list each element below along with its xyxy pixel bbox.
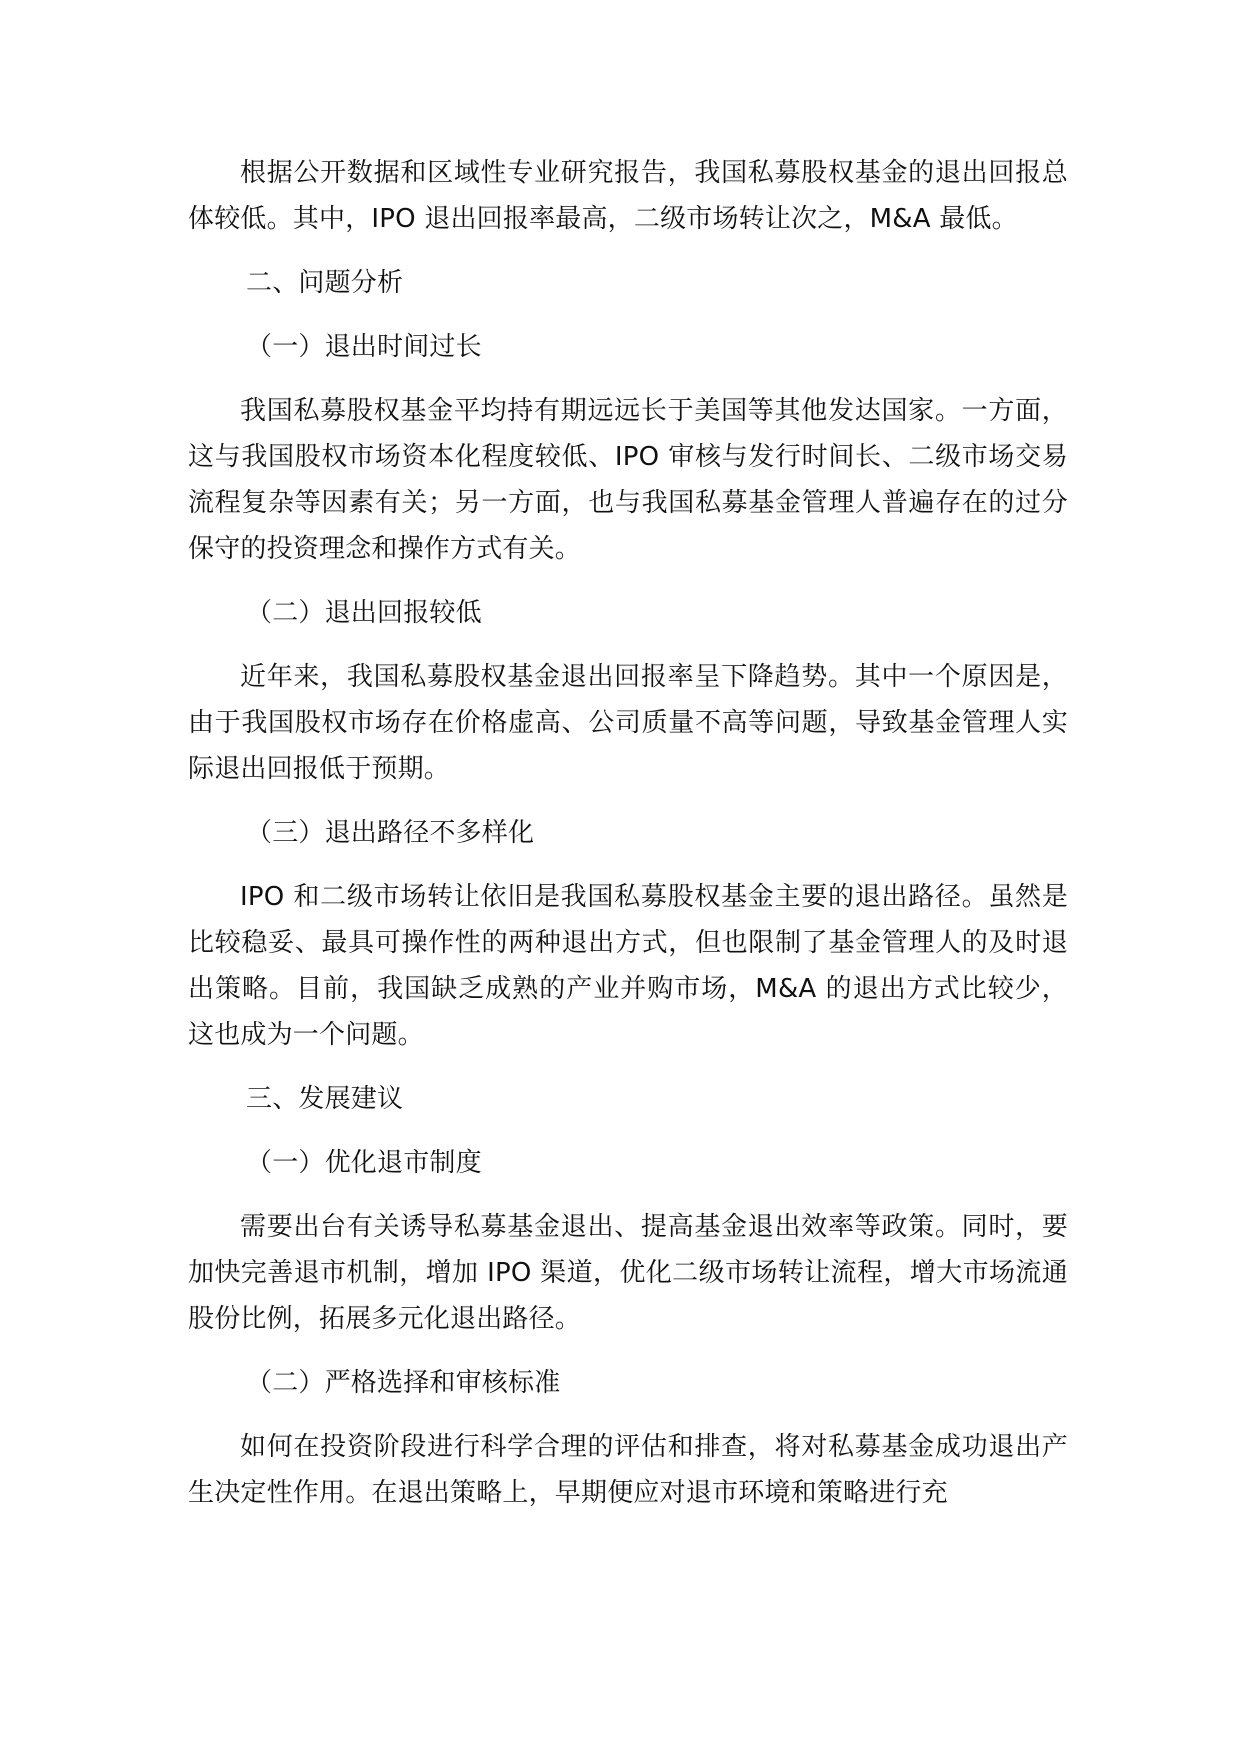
subheading-low-exit-returns: （二）退出回报较低 — [246, 598, 482, 628]
subheading-exit-paths-not-diverse: （三）退出路径不多样化 — [246, 818, 535, 848]
document-page — [188, 150, 1068, 1534]
subheading-optimize-delisting: （一）优化退市制度 — [246, 1148, 482, 1178]
subheading-exit-time-too-long: （一）退出时间过长 — [246, 332, 482, 362]
section-heading-development-suggestions: 三、发展建议 — [246, 1084, 404, 1114]
paragraph-declining-returns: 近年来，我国私募股权基金退出回报率呈下降趋势。其中一个原因是，由于我国股权市场存在价格虚高、公司质量不高等问题，导致基金管理人实际退出回报低于预期。 — [188, 662, 1068, 784]
paragraph-main-exit-paths: IPO 和二级市场转让依旧是我国私募股权基金主要的退出路径。虽然是比较稳妥、最具可操作性的两种退出方式，但也限制了基金管理人的及时退出策略。目前，我国缺乏成熟的产业并购市场，M&A 的退出方式比较少，这也成为一个问题。 — [188, 882, 1068, 1050]
subheading-selection-review-standards: （二）严格选择和审核标准 — [246, 1368, 561, 1398]
paragraph-exit-returns-overview: 根据公开数据和区域性专业研究报告，我国私募股权基金的退出回报总体较低。其中，IPO 退出回报率最高，二级市场转让次之，M&A 最低。 — [188, 158, 1068, 234]
paragraph-delisting-policy: 需要出台有关诱导私募基金退出、提高基金退出效率等政策。同时，要加快完善退市机制，增加 IPO 渠道，优化二级市场转让流程，增大市场流通股份比例，拓展多元化退出路径。 — [188, 1212, 1068, 1334]
paragraph-investment-evaluation: 如何在投资阶段进行科学合理的评估和排查，将对私募基金成功退出产生决定性作用。在退出策略上，早期便应对退市环境和策略进行充 — [188, 1432, 1068, 1508]
section-heading-problem-analysis: 二、问题分析 — [246, 268, 404, 298]
paragraph-holding-period: 我国私募股权基金平均持有期远远长于美国等其他发达国家。一方面，这与我国股权市场资本化程度较低、IPO 审核与发行时间长、二级市场交易流程复杂等因素有关；另一方面，也与我国私募基金管理人普遍存在的过分保守的投资理念和操作方式有关。 — [188, 396, 1068, 564]
